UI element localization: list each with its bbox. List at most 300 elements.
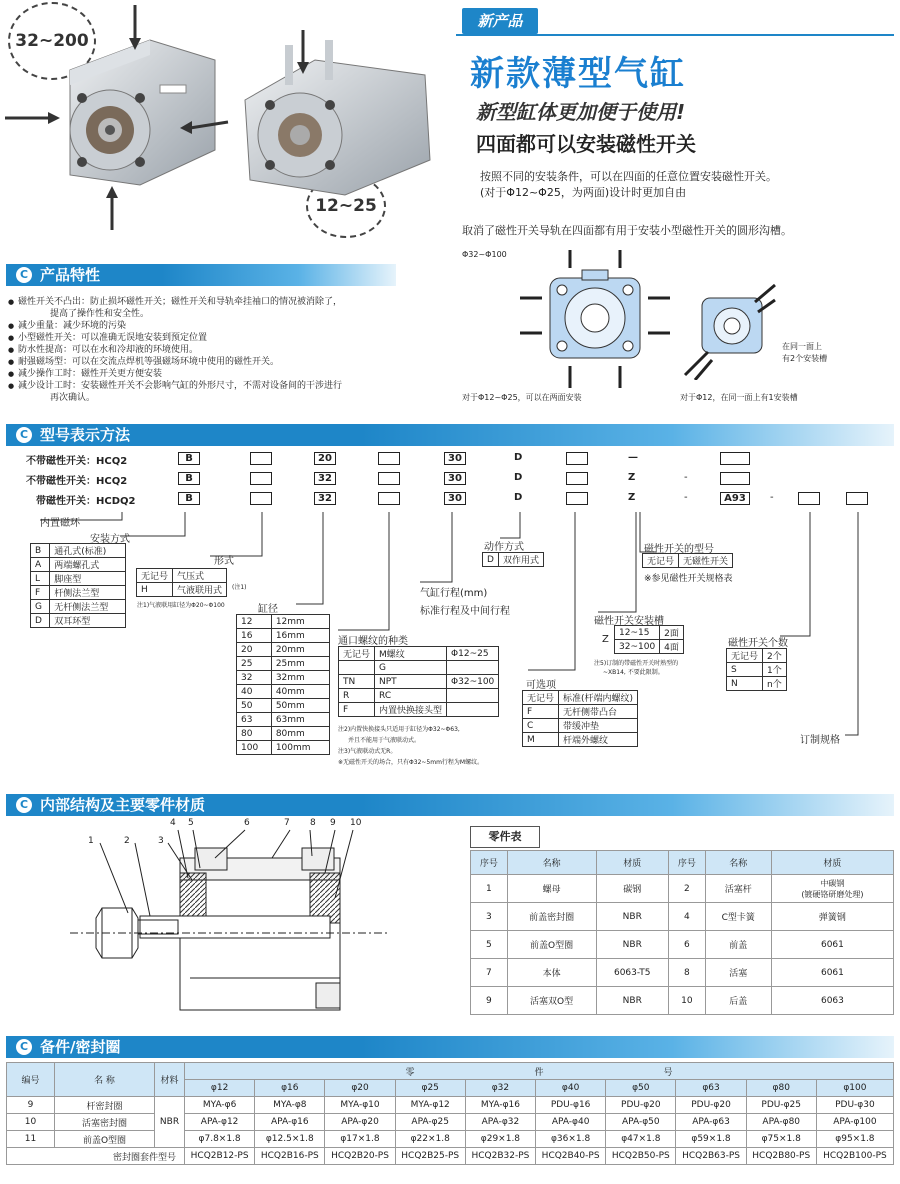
bullet-icon: ● — [8, 382, 15, 390]
table-cell: 50mm — [271, 699, 329, 713]
cylinder-photo-large — [0, 0, 240, 235]
slot-table — [614, 625, 684, 654]
table-cell: G — [375, 661, 447, 675]
code-box-b: B — [178, 452, 200, 465]
product-desc-2: (对于Φ12~Φ25，为两面)设计时更加自由 — [480, 186, 687, 199]
table-cell: 无记号 — [727, 649, 763, 663]
table-row — [237, 685, 330, 699]
switch-count-table — [726, 648, 787, 691]
table-row — [727, 649, 787, 663]
table-cell: 4 — [669, 903, 706, 931]
feature-item: 减少设计工时：安装磁性开关不会影响气缸的外形尺寸，不需对设备间的干涉进行 — [18, 381, 343, 391]
bore-header: φ63 — [676, 1080, 746, 1097]
kit-model: HCQ2B12-PS — [185, 1148, 255, 1165]
table-cell — [339, 661, 375, 675]
table-cell: 前盖O型圈 — [507, 931, 596, 959]
product-desc-1: 按照不同的安装条件，可以在四面的任意位置安装磁性开关。 — [480, 170, 777, 183]
table-cell: φ36×1.8 — [536, 1131, 606, 1148]
table-cell: APA-φ16 — [255, 1114, 325, 1131]
form-table — [136, 568, 227, 597]
table-cell: 25mm — [271, 657, 329, 671]
table-cell: 无杆侧法兰型 — [50, 600, 126, 614]
caption-left: 对于Φ12~Φ25，可以在两面安装 — [462, 393, 582, 402]
code-z: — — [628, 452, 638, 463]
table-row — [471, 959, 894, 987]
bore-title: 缸径 — [258, 604, 278, 615]
feature-item: 再次确认。 — [50, 393, 96, 403]
switch-type-note: ※参见磁性开关规格表 — [644, 574, 733, 584]
table-cell: D — [483, 553, 499, 567]
size-circle-small-text: 12~25 — [315, 196, 377, 216]
table-cell: 32~100 — [615, 640, 660, 654]
table-cell: 1 — [471, 875, 508, 903]
bore-header: φ100 — [816, 1080, 893, 1097]
table-cell: 无记号 — [339, 647, 375, 661]
table-cell: MYA-φ16 — [465, 1097, 535, 1114]
table-row — [7, 1131, 894, 1148]
table-row — [137, 569, 227, 583]
switch-type-title: 磁性开关的型号 — [644, 544, 714, 555]
bullet-icon: ● — [8, 358, 15, 366]
slot-note-1: 注5)订制的带磁性开关时熟型的 — [594, 660, 679, 667]
table-header-row — [471, 851, 894, 875]
table-cell: NBR — [596, 931, 669, 959]
product-subtitle-2: 四面都可以安装磁性开关 — [476, 132, 696, 156]
feature-item: 防水性提高：可以在水和冷却液的环境使用。 — [18, 345, 199, 355]
table-cell: 2 — [669, 875, 706, 903]
parts-table — [470, 850, 894, 1015]
table-cell: 气液联用式 — [173, 583, 227, 597]
table-cell: PDU-φ25 — [746, 1097, 816, 1114]
table-cell: 7 — [471, 959, 508, 987]
table-row — [237, 629, 330, 643]
new-product-badge: 新产品 — [462, 8, 538, 34]
slot-description: 取消了磁性开关导轨在四面都有用于安装小型磁性开关的圆形沟槽。 — [462, 224, 792, 237]
table-row — [339, 661, 499, 675]
port-note: 注3)气液联动式无R。 — [338, 748, 397, 755]
table-cell: 50 — [237, 699, 272, 713]
table-cell: 气压式 — [173, 569, 227, 583]
table-cell: 通孔式(标准) — [50, 544, 126, 558]
kit-model: HCQ2B63-PS — [676, 1148, 746, 1165]
table-cell: APA-φ25 — [395, 1114, 465, 1131]
table-cell: 5 — [471, 931, 508, 959]
model-heading — [6, 424, 894, 446]
bore-header: φ20 — [325, 1080, 395, 1097]
table-row — [237, 657, 330, 671]
table-row — [471, 875, 894, 903]
code-box-empty — [250, 472, 272, 485]
table-cell: 8 — [669, 959, 706, 987]
table-cell: 前盖密封圈 — [507, 903, 596, 931]
table-cell: 前盖 — [705, 931, 771, 959]
table-row — [339, 647, 499, 661]
kit-model: HCQ2B20-PS — [325, 1148, 395, 1165]
table-cell: 碳钢 — [596, 875, 669, 903]
bore-header: φ25 — [395, 1080, 465, 1097]
table-cell: φ95×1.8 — [816, 1131, 893, 1148]
c-logo-icon: C — [16, 267, 32, 283]
kit-label: 密封圈套件型号 — [7, 1148, 185, 1165]
features-heading-text: 产品特性 — [40, 266, 101, 284]
code-box-size: 32 — [314, 472, 336, 485]
form-title: 形式 — [214, 556, 234, 567]
table-cell: 40 — [237, 685, 272, 699]
code-box-empty — [378, 472, 400, 485]
model-row-label: 不带磁性开关：HCQ2 — [26, 476, 128, 487]
cylinder-photo-small — [225, 30, 450, 200]
table-cell: φ22×1.8 — [395, 1131, 465, 1148]
code-box-stroke: 30 — [444, 472, 466, 485]
table-cell: APA-φ100 — [816, 1114, 893, 1131]
table-cell: PDU-φ30 — [816, 1097, 893, 1114]
table-row — [339, 689, 499, 703]
table-row — [471, 987, 894, 1015]
parts-header-char: 件 — [534, 1067, 544, 1078]
table-cell: H — [137, 583, 173, 597]
table-cell: 10 — [669, 987, 706, 1015]
callout-number: 5 — [188, 818, 194, 828]
table-cell: APA-φ50 — [606, 1114, 676, 1131]
action-table — [482, 552, 544, 567]
code-box-b: B — [178, 492, 200, 505]
bore-table — [236, 614, 330, 755]
table-cell: 活塞密封圈 — [55, 1114, 155, 1131]
table-cell: MYA-φ10 — [325, 1097, 395, 1114]
table-row — [471, 931, 894, 959]
table-row — [471, 903, 894, 931]
product-subtitle: 新型缸体更加便于使用! — [476, 100, 686, 124]
table-row — [339, 703, 499, 717]
code-z: Z — [628, 492, 636, 503]
table-row — [237, 741, 330, 755]
table-cell: 6061 — [771, 959, 893, 987]
port-note: ※无磁性开关的场合，只有Φ32~5mm行程为M螺纹。 — [338, 759, 484, 766]
slot-diagram-small — [680, 280, 780, 380]
table-cell: 2面 — [660, 626, 684, 640]
seals-heading — [6, 1036, 894, 1058]
table-cell: n个 — [763, 677, 787, 691]
parts-table-title-box: 零件表 — [470, 826, 540, 848]
port-note: 注2)内置快换接头只适用于缸径为Φ32~Φ63, — [338, 726, 460, 733]
table-cell: 活塞杆 — [705, 875, 771, 903]
table-cell: G — [31, 600, 50, 614]
table-row — [615, 626, 684, 640]
table-row — [523, 705, 638, 719]
kit-model: HCQ2B80-PS — [746, 1148, 816, 1165]
features-heading — [6, 264, 396, 286]
table-header-row — [7, 1063, 894, 1080]
table-cell: APA-φ20 — [325, 1114, 395, 1131]
table-row — [237, 713, 330, 727]
table-cell: 杆侧法兰型 — [50, 586, 126, 600]
action-title: 动作方式 — [484, 542, 524, 553]
table-cell: 9 — [471, 987, 508, 1015]
bore-header: φ80 — [746, 1080, 816, 1097]
product-title: 新款薄型气缸 — [470, 54, 686, 94]
table-cell: 活塞双O型 — [507, 987, 596, 1015]
table-row — [31, 586, 126, 600]
option-table — [522, 690, 638, 747]
table-cell: 活塞 — [705, 959, 771, 987]
table-header: 材质 — [596, 851, 669, 875]
seal-header-name: 名 称 — [55, 1063, 155, 1097]
table-header: 序号 — [669, 851, 706, 875]
table-cell: 3 — [471, 903, 508, 931]
code-box-switch — [720, 452, 750, 465]
seal-header-parts — [185, 1063, 894, 1080]
table-cell: R — [339, 689, 375, 703]
table-cell — [447, 703, 499, 717]
table-cell: 杆端外螺纹 — [559, 733, 638, 747]
caption-right: 对于Φ12，在同一面上有1安装槽 — [680, 393, 798, 402]
c-logo-icon: C — [16, 1039, 32, 1055]
table-cell: L — [31, 572, 50, 586]
bullet-icon: ● — [8, 370, 15, 378]
feature-item: 减少重量：减少环境的污染 — [18, 321, 127, 331]
structure-heading — [6, 794, 894, 816]
bullet-icon: ● — [8, 334, 15, 342]
table-cell: 80mm — [271, 727, 329, 741]
port-note: 并且不能用于气液联动式。 — [348, 737, 421, 744]
table-cell: φ7.8×1.8 — [185, 1131, 255, 1148]
kit-model: HCQ2B32-PS — [465, 1148, 535, 1165]
table-cell: 63 — [237, 713, 272, 727]
stroke-title: 气缸行程(mm) — [420, 588, 488, 599]
custom-spec-label: 订制规格 — [800, 735, 840, 746]
table-cell: 无杆侧带凸台 — [559, 705, 638, 719]
table-cell: APA-φ12 — [185, 1114, 255, 1131]
table-cell: NBR — [596, 987, 669, 1015]
table-cell — [447, 689, 499, 703]
table-row — [523, 691, 638, 705]
table-cell: M — [523, 733, 559, 747]
switch-type-table — [642, 553, 733, 568]
table-cell: 弹簧钢 — [771, 903, 893, 931]
slot-diagram-large — [520, 248, 670, 388]
table-cell: F — [339, 703, 375, 717]
table-cell: PDU-φ20 — [676, 1097, 746, 1114]
table-cell: 无记号 — [137, 569, 173, 583]
table-row — [31, 600, 126, 614]
table-header: 材质 — [771, 851, 893, 875]
table-cell: 20mm — [271, 643, 329, 657]
table-cell: APA-φ32 — [465, 1114, 535, 1131]
bore-header: φ32 — [465, 1080, 535, 1097]
table-cell: φ47×1.8 — [606, 1131, 676, 1148]
bullet-icon: ● — [8, 322, 15, 330]
code-box-b: B — [178, 472, 200, 485]
table-row — [643, 554, 733, 568]
table-cell: MYA-φ12 — [395, 1097, 465, 1114]
stroke-subtitle: 标准行程及中间行程 — [420, 606, 510, 617]
callout-number: 9 — [330, 818, 336, 828]
callout-number: 8 — [310, 818, 316, 828]
table-cell: 带缓冲垫 — [559, 719, 638, 733]
callout-number: 2 — [124, 836, 130, 846]
code-box-stroke: 30 — [444, 452, 466, 465]
table-header: 名称 — [507, 851, 596, 875]
code-box-stroke: 30 — [444, 492, 466, 505]
table-cell: 1个 — [763, 663, 787, 677]
table-row — [7, 1097, 894, 1114]
table-cell: 100mm — [271, 741, 329, 755]
table-cell: 32 — [237, 671, 272, 685]
bullet-icon: ● — [8, 298, 15, 306]
table-row — [727, 677, 787, 691]
table-cell: 12~15 — [615, 626, 660, 640]
form-superscript: (注1) — [232, 584, 247, 591]
kit-model: HCQ2B50-PS — [606, 1148, 676, 1165]
table-cell: 6063 — [771, 987, 893, 1015]
size-circle-large-text: 32~200 — [15, 31, 89, 51]
table-cell: 6061 — [771, 931, 893, 959]
table-cell: NPT — [375, 675, 447, 689]
table-cell: 双作用式 — [498, 553, 543, 567]
table-cell: 无记号 — [643, 554, 679, 568]
switch-count-title: 磁性开关个数 — [728, 638, 788, 649]
side-note-1: 在同一面上 — [782, 342, 822, 351]
mount-title: 安装方式 — [90, 534, 130, 545]
c-logo-icon: C — [16, 427, 32, 443]
table-header: 名称 — [705, 851, 771, 875]
table-cell: 100 — [237, 741, 272, 755]
bore-header: φ16 — [255, 1080, 325, 1097]
port-table — [338, 646, 499, 717]
feature-item: 小型磁性开关：可以准确无误地安装到预定位置 — [18, 333, 208, 343]
callout-number: 1 — [88, 836, 94, 846]
table-cell: φ17×1.8 — [325, 1131, 395, 1148]
parts-header-char: 号 — [663, 1067, 673, 1078]
table-row — [339, 675, 499, 689]
table-cell: 9 — [7, 1097, 55, 1114]
table-row — [483, 553, 544, 567]
slot-note-2: ~XB14, 不要此限制。 — [603, 669, 664, 676]
seal-table — [6, 1062, 894, 1165]
slot-z: Z — [602, 634, 609, 645]
table-row — [615, 640, 684, 654]
table-cell: 双耳环型 — [50, 614, 126, 628]
feature-item: 减少操作工时：磁性开关更方便安装 — [18, 369, 163, 379]
table-cell: 6 — [669, 931, 706, 959]
code-dash: - — [684, 492, 688, 503]
code-box-empty — [566, 452, 588, 465]
table-cell: 20 — [237, 643, 272, 657]
model-heading-text: 型号表示方法 — [40, 426, 131, 444]
table-cell: 无磁性开关 — [679, 554, 733, 568]
table-row — [727, 663, 787, 677]
table-row — [237, 615, 330, 629]
table-cell — [447, 661, 499, 675]
table-row — [523, 733, 638, 747]
code-box-size: 20 — [314, 452, 336, 465]
table-header: 序号 — [471, 851, 508, 875]
table-cell: φ59×1.8 — [676, 1131, 746, 1148]
table-cell: TN — [339, 675, 375, 689]
table-cell: 80 — [237, 727, 272, 741]
table-cell: 10 — [7, 1114, 55, 1131]
seal-header-mat: 材料 — [155, 1063, 185, 1097]
table-cell: APA-φ80 — [746, 1114, 816, 1131]
table-cell: S — [727, 663, 763, 677]
feature-item: 耐强磁场型：可以在交流点焊机等强磁场环境中使用的磁性开关。 — [18, 357, 280, 367]
table-cell: φ75×1.8 — [746, 1131, 816, 1148]
table-cell: 12mm — [271, 615, 329, 629]
table-cell: F — [523, 705, 559, 719]
code-box-switch — [720, 472, 750, 485]
form-note: 注1)气液联用缸径为Φ20~Φ100 — [137, 602, 225, 609]
code-box-size: 32 — [314, 492, 336, 505]
table-cell: F — [31, 586, 50, 600]
table-cell: 脚座型 — [50, 572, 126, 586]
code-box-empty — [250, 452, 272, 465]
table-cell: 12 — [237, 615, 272, 629]
table-cell: 11 — [7, 1131, 55, 1148]
table-row — [137, 583, 227, 597]
callout-number: 3 — [158, 836, 164, 846]
side-note-2: 有2个安装槽 — [782, 354, 828, 363]
bore-header: φ12 — [185, 1080, 255, 1097]
table-cell: 32mm — [271, 671, 329, 685]
kit-model: HCQ2B16-PS — [255, 1148, 325, 1165]
table-cell: MYA-φ8 — [255, 1097, 325, 1114]
table-cell: 4面 — [660, 640, 684, 654]
table-row — [31, 614, 126, 628]
table-cell: 无记号 — [523, 691, 559, 705]
table-row — [237, 699, 330, 713]
table-cell: PDU-φ16 — [536, 1097, 606, 1114]
code-box-empty — [566, 472, 588, 485]
table-cell: NBR — [596, 903, 669, 931]
model-row-label: 带磁性开关：HCDQ2 — [36, 496, 136, 507]
bore-header: φ50 — [606, 1080, 676, 1097]
cylinder-section-drawing — [10, 818, 450, 1028]
feature-item: 提高了操作性和安全性。 — [50, 309, 150, 319]
kit-row — [7, 1148, 894, 1165]
callout-number: 4 — [170, 818, 176, 828]
table-cell: 16 — [237, 629, 272, 643]
code-d: D — [514, 472, 523, 483]
callout-number: 7 — [284, 818, 290, 828]
table-row — [31, 572, 126, 586]
mount-table — [30, 543, 126, 628]
code-box-empty — [378, 452, 400, 465]
table-cell: φ29×1.8 — [465, 1131, 535, 1148]
table-cell: 前盖O型圈 — [55, 1131, 155, 1148]
table-cell: MYA-φ6 — [185, 1097, 255, 1114]
slot-title: 磁性开关安装槽 — [594, 616, 664, 627]
seal-material: NBR — [155, 1097, 185, 1148]
table-cell: RC — [375, 689, 447, 703]
table-row — [31, 544, 126, 558]
seal-header-no: 编号 — [7, 1063, 55, 1097]
table-row — [237, 671, 330, 685]
table-cell: 16mm — [271, 629, 329, 643]
table-cell: A — [31, 558, 50, 572]
table-cell: PDU-φ20 — [606, 1097, 676, 1114]
table-cell: 25 — [237, 657, 272, 671]
table-cell: C — [523, 719, 559, 733]
table-cell: 本体 — [507, 959, 596, 987]
table-cell: 63mm — [271, 713, 329, 727]
table-cell: 后盖 — [705, 987, 771, 1015]
code-d: D — [514, 452, 523, 463]
table-cell: 40mm — [271, 685, 329, 699]
code-z: Z — [628, 472, 636, 483]
table-cell: APA-φ63 — [676, 1114, 746, 1131]
code-box-switch: A93 — [720, 492, 750, 505]
table-cell: 内置快换接头型 — [375, 703, 447, 717]
